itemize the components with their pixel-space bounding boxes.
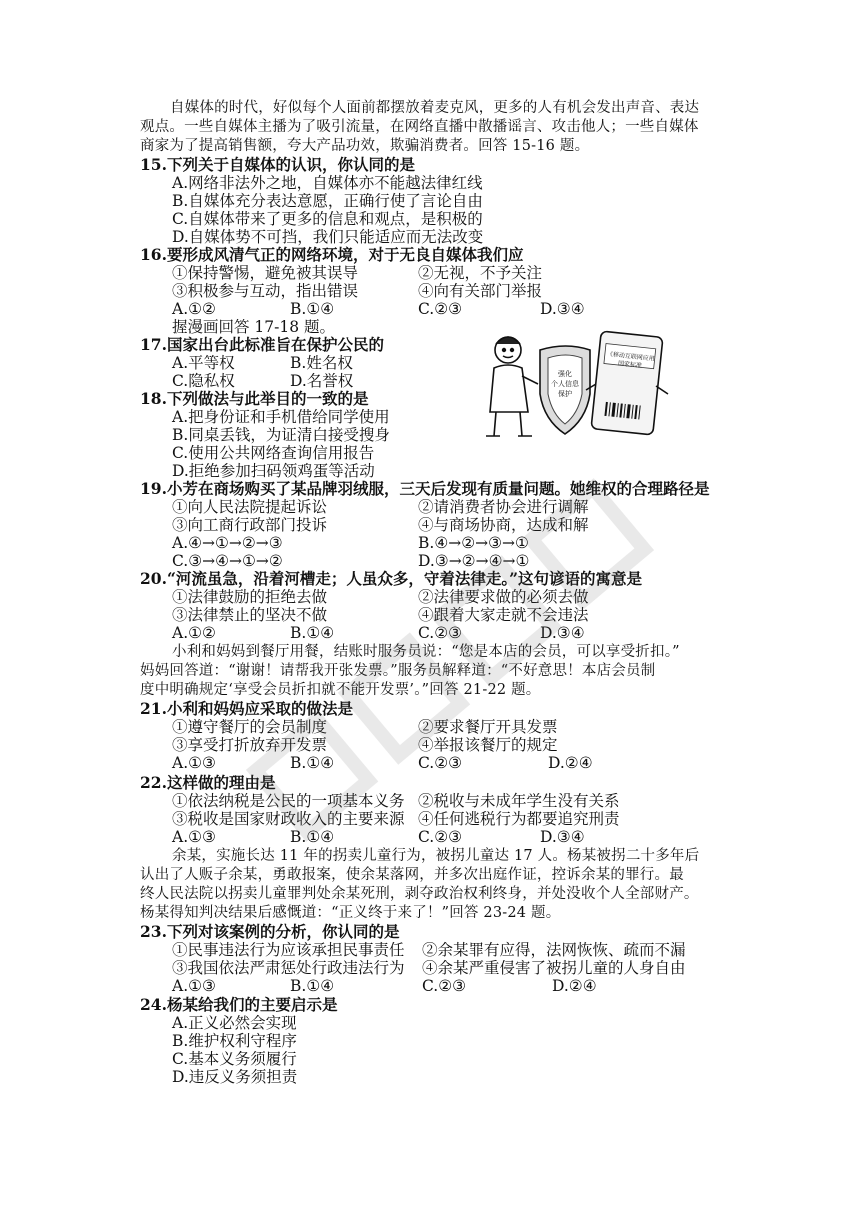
passage-line: 度中明确规定‘享受会员折扣就不能开发票’。”回答 21-22 题。: [140, 682, 541, 698]
question-24-option-c: C.基本义务须履行: [172, 1050, 297, 1068]
question-16-choice-a: A.①②: [172, 300, 216, 318]
question-24-option-d: D.违反义务须担责: [172, 1068, 298, 1086]
question-21-item-3: ③享受打折放弃开发票: [172, 736, 328, 754]
question-16-choice-d: D.③④: [540, 300, 585, 318]
question-17-stem: 17.国家出台此标准旨在保护公民的: [140, 335, 384, 354]
cartoon-illustration: [478, 324, 676, 442]
svg-text:强化: 强化: [558, 370, 572, 378]
question-20-choice-a: A.①②: [172, 624, 216, 642]
question-21-item-2: ②要求餐厅开具发票: [418, 718, 558, 736]
question-19-item-4: ④与商场协商，达成和解: [418, 516, 589, 534]
question-22-item-2: ②税收与未成年学生没有关系: [418, 792, 620, 810]
question-23-item-3: ③我国依法严肃惩处行政违法行为: [172, 959, 405, 977]
question-19-choice-c: C.③→④→①→②: [172, 552, 283, 570]
question-16-item-2: ②无视，不予关注: [418, 264, 543, 282]
question-22-item-1: ①依法纳税是公民的一项基本义务: [172, 792, 405, 810]
person-figure: [486, 337, 538, 436]
passage-line: 商家为了提高销售额，夸大产品功效，欺骗消费者。回答 15-16 题。: [140, 138, 590, 154]
question-16-item-1: ①保持警惕，避免被其误导: [172, 264, 359, 282]
question-19-stem: 19.小芳在商场购买了某品牌羽绒服，三天后发现有质量问题。她维权的合理路径是: [140, 479, 710, 498]
question-16-choice-c: C.②③: [418, 300, 463, 318]
question-21-item-4: ④举报该餐厅的规定: [418, 736, 558, 754]
question-24-option-b: B.维护权利守程序: [172, 1032, 297, 1050]
question-24-option-a: A.正义必然会实现: [172, 1014, 297, 1032]
question-16-item-3: ③积极参与互动，指出错误: [172, 282, 359, 300]
question-23-choice-c: C.②③: [422, 977, 467, 995]
question-21-item-1: ①遵守餐厅的会员制度: [172, 718, 328, 736]
question-22-choice-c: C.②③: [418, 828, 463, 846]
question-20-item-4: ④跟着大家走就不会违法: [418, 606, 589, 624]
question-19-choice-a: A.④→①→②→③: [172, 534, 283, 552]
question-22-stem: 22.这样做的理由是: [140, 773, 276, 792]
passage-line: 余某，实施长达 11 年的拐卖儿童行为，被拐儿童达 17 人。杨某被拐二十多年后: [172, 848, 700, 864]
svg-text:保护: 保护: [558, 390, 572, 398]
question-16-item-4: ④向有关部门举报: [418, 282, 543, 300]
shield-icon: [540, 346, 590, 434]
question-18-stem: 18.下列做法与此举目的一致的是: [140, 389, 369, 408]
passage-line: 自媒体的时代，好似每个人面前都摆放着麦克风，更多的人有机会发出声音、表达: [170, 100, 700, 116]
svg-text:国家标准: 国家标准: [617, 359, 643, 370]
question-16-choice-b: B.①④: [290, 300, 335, 318]
passage-line: 终人民法院以拐卖儿童罪判处余某死刑，剥夺政治权利终身，并处没收个人全部财产。: [140, 886, 699, 902]
question-20-stem: 20.“河流虽急，沿着河槽走；人虽众多，守着法律走。”这句谚语的寓意是: [140, 569, 643, 588]
question-22-item-4: ④任何逃税行为都要追究刑责: [418, 810, 620, 828]
passage-line: 认出了人贩子余某，勇敢报案，使余某落网，并多次出庭作证，控诉余某的罪行。最: [140, 867, 684, 883]
question-18-option-c: C.使用公共网络查询信用报告: [172, 444, 375, 462]
svg-text:《移动互联网应用: 《移动互联网应用: [606, 350, 656, 363]
question-19-choice-d: D.③→②→④→①: [418, 552, 530, 570]
question-20-choice-c: C.②③: [418, 624, 463, 642]
question-20-item-2: ②法律要求做的必须去做: [418, 588, 589, 606]
question-15-option-c: C.自媒体带来了更多的信息和观点，是积极的: [172, 210, 483, 228]
passage-line: 小利和妈妈到餐厅用餐，结账时服务员说：“您是本店的会员，可以享受折扣。”: [172, 644, 680, 660]
question-22-choice-d: D.③④: [540, 828, 585, 846]
question-23-stem: 23.下列对该案例的分析，你认同的是: [140, 922, 400, 941]
question-21-choice-b: B.①④: [290, 754, 335, 772]
question-15-option-d: D.自媒体势不可挡，我们只能适应而无法改变: [172, 228, 484, 246]
question-15-stem: 15.下列关于自媒体的认识，你认同的是: [140, 155, 415, 174]
question-20-item-3: ③法律禁止的坚决不做: [172, 606, 328, 624]
passage-line: 观点。一些自媒体主播为了吸引流量，在网络直播中散播谣言、攻击他人；一些自媒体: [140, 119, 699, 135]
question-21-choice-c: C.②③: [418, 754, 463, 772]
question-21-stem: 21.小利和妈妈应采取的做法是: [140, 699, 353, 718]
question-17-option-b: B.姓名权: [290, 354, 353, 372]
question-18-option-a: A.把身份证和手机借给同学使用: [172, 408, 390, 426]
question-22-choice-b: B.①④: [290, 828, 335, 846]
question-21-choice-d: D.②④: [548, 754, 593, 772]
question-20-choice-b: B.①④: [290, 624, 335, 642]
question-22-choice-a: A.①③: [172, 828, 216, 846]
question-19-item-1: ①向人民法院提起诉讼: [172, 498, 328, 516]
question-23-choice-b: B.①④: [290, 977, 335, 995]
question-21-choice-a: A.①③: [172, 754, 216, 772]
question-22-item-3: ③税收是国家财政收入的主要来源: [172, 810, 405, 828]
question-17-option-a: A.平等权: [172, 354, 235, 372]
question-20-choice-d: D.③④: [540, 624, 585, 642]
question-19-choice-b: B.④→②→③→①: [418, 534, 529, 552]
question-23-item-1: ①民事违法行为应该承担民事责任: [172, 941, 405, 959]
question-18-option-b: B.同桌丢钱，为证清白接受搜身: [172, 426, 390, 444]
question-24-stem: 24.杨某给我们的主要启示是: [140, 995, 338, 1014]
question-16-stem: 16.要形成风清气正的网络环境，对于无良自媒体我们应: [140, 245, 524, 264]
question-19-item-2: ②请消费者协会进行调解: [418, 498, 589, 516]
passage-line: 杨某得知判决结果后感慨道：“正义终于来了！”回答 23-24 题。: [140, 905, 561, 921]
svg-text:个人信息: 个人信息: [551, 380, 579, 388]
passage-line: 妈妈回答道：“谢谢！请帮我开张发票。”服务员解释道：“不好意思！本店会员制: [140, 663, 656, 679]
question-23-choice-d: D.②④: [552, 977, 597, 995]
question-23-item-2: ②余某罪有应得，法网恢恢、疏而不漏: [422, 941, 686, 959]
question-18-option-d: D.拒绝参加扫码领鸡蛋等活动: [172, 462, 375, 480]
question-19-item-3: ③向工商行政部门投诉: [172, 516, 328, 534]
question-15-option-a: A.网络非法外之地，自媒体亦不能越法律红线: [172, 174, 483, 192]
question-15-option-b: B.自媒体充分表达意愿，正确行使了言论自由: [172, 192, 483, 210]
document-icon: [586, 331, 668, 435]
intro-17-18: 握漫画回答 17-18 题。: [172, 318, 336, 336]
question-23-item-4: ④余某严重侵害了被拐儿童的人身自由: [422, 959, 686, 977]
question-20-item-1: ①法律鼓励的拒绝去做: [172, 588, 328, 606]
question-17-option-c: C.隐私权: [172, 372, 235, 390]
question-17-option-d: D.名誉权: [290, 372, 354, 390]
question-23-choice-a: A.①③: [172, 977, 216, 995]
